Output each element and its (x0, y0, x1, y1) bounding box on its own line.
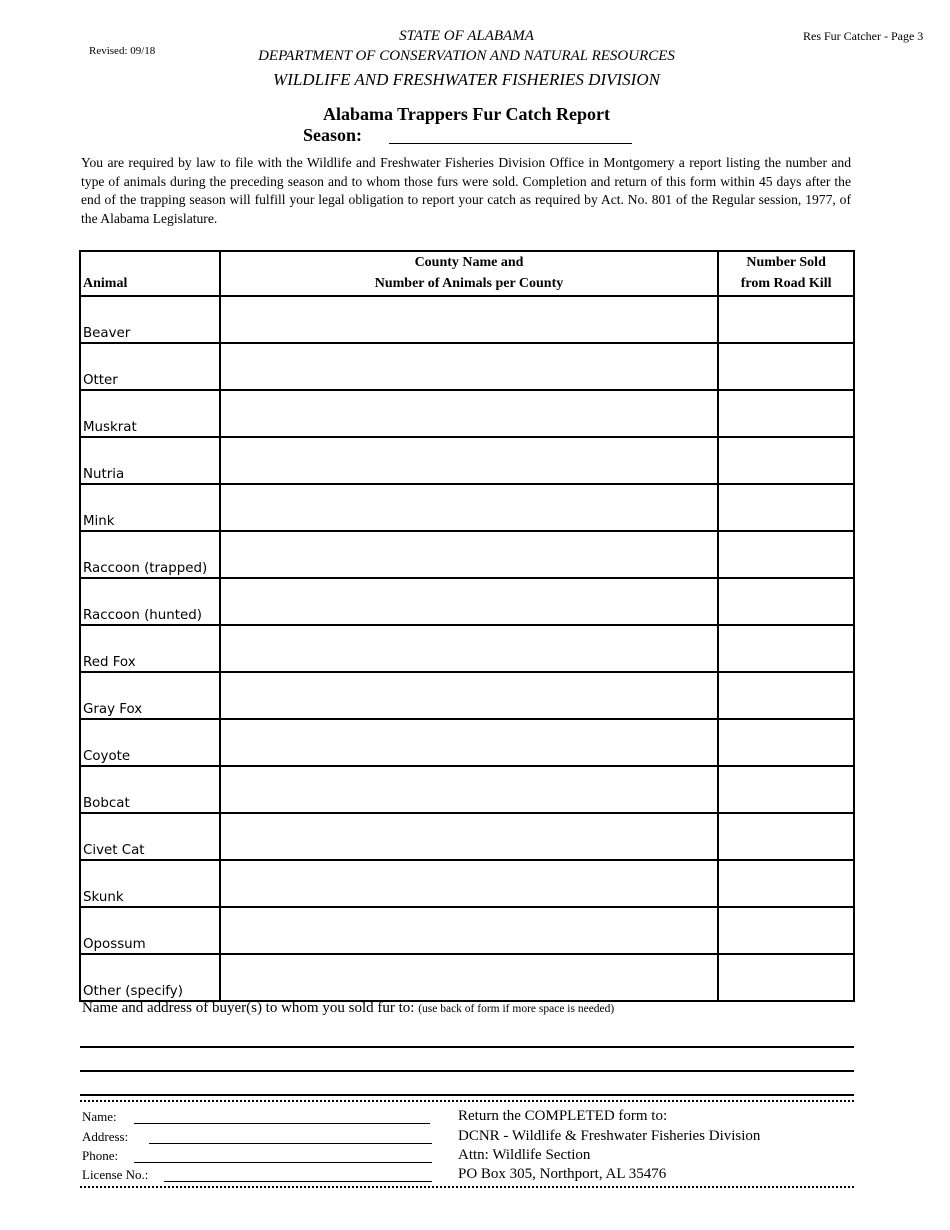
catch-table (79, 250, 855, 1002)
form-title: Alabama Trappers Fur Catch Report (323, 104, 610, 124)
table-row (80, 625, 854, 672)
animal-name: Otter (80, 343, 220, 390)
phone-field[interactable] (134, 1162, 432, 1163)
animal-name: Raccoon (trapped) (80, 531, 220, 578)
animal-name: Red Fox (80, 625, 220, 672)
phone-label: Phone: (82, 1148, 119, 1163)
header-road-line2: from Road Kill (740, 276, 832, 291)
animal-name: Raccoon (hunted) (80, 578, 220, 625)
department-heading: DEPARTMENT OF CONSERVATION AND NATURAL RESOURCES (258, 48, 675, 64)
table-row (80, 672, 854, 719)
dotted-divider-bottom (80, 1186, 854, 1188)
buyer-line-3[interactable] (80, 1094, 854, 1096)
road-kill-cell[interactable] (718, 531, 854, 578)
revision-date: Revised: 09/18 (89, 45, 156, 57)
road-kill-cell[interactable] (718, 766, 854, 813)
season-input-line[interactable] (389, 143, 632, 144)
road-kill-cell[interactable] (718, 625, 854, 672)
instructions-paragraph: You are required by law to file with the Wildlife and Freshwater Fisheries Division Office in Montgomery a report listing the number and type of animals during the preceding season and to whom those furs were sold. Completion and return of this form within 45 days after the end of the trapping season will fulfill your legal obligation to report your catch as required by Act. No. 801 of the Regular session, 1977, of the Alabama Legislature. (81, 155, 851, 226)
table-row (80, 484, 854, 531)
county-count-cell[interactable] (220, 343, 718, 390)
division-heading: WILDLIFE AND FRESHWATER FISHERIES DIVISION (273, 70, 660, 89)
animal-name: Civet Cat (80, 813, 220, 860)
road-kill-cell[interactable] (718, 907, 854, 954)
license-field[interactable] (164, 1181, 432, 1182)
road-kill-cell[interactable] (718, 954, 854, 1001)
return-attn: Attn: Wildlife Section (458, 1147, 591, 1163)
road-kill-cell[interactable] (718, 343, 854, 390)
name-field[interactable] (134, 1123, 430, 1124)
county-count-cell[interactable] (220, 390, 718, 437)
buyer-note: (use back of form if more space is needed) (418, 1003, 615, 1015)
animal-name: Gray Fox (80, 672, 220, 719)
header-road-line1: Number Sold (746, 255, 826, 270)
county-count-cell[interactable] (220, 672, 718, 719)
table-row (80, 766, 854, 813)
county-count-cell[interactable] (220, 766, 718, 813)
road-kill-cell[interactable] (718, 484, 854, 531)
buyer-line-2[interactable] (80, 1070, 854, 1072)
county-count-cell[interactable] (220, 578, 718, 625)
table-row (80, 531, 854, 578)
county-count-cell[interactable] (220, 531, 718, 578)
page-reference: Res Fur Catcher - Page 3 (803, 29, 924, 43)
header-county-line1: County Name and (414, 255, 524, 270)
animal-name: Mink (80, 484, 220, 531)
header-county-line2: Number of Animals per County (374, 276, 564, 291)
table-header-row (80, 251, 854, 296)
animal-name: Nutria (80, 437, 220, 484)
header-road-kill (718, 251, 854, 296)
table-row (80, 907, 854, 954)
table-row (80, 296, 854, 343)
county-count-cell[interactable] (220, 907, 718, 954)
return-org: DCNR - Wildlife & Freshwater Fisheries Division (458, 1128, 761, 1144)
name-label: Name: (82, 1109, 117, 1124)
table-row (80, 390, 854, 437)
county-count-cell[interactable] (220, 813, 718, 860)
state-heading: STATE OF ALABAMA (399, 28, 534, 44)
header-animal-label: Animal (83, 276, 128, 291)
dotted-divider-top (80, 1100, 854, 1102)
address-field[interactable] (149, 1143, 432, 1144)
table-row (80, 437, 854, 484)
header-county (220, 251, 718, 296)
road-kill-cell[interactable] (718, 860, 854, 907)
table-row (80, 719, 854, 766)
buyer-line-1[interactable] (80, 1046, 854, 1048)
table-row (80, 343, 854, 390)
county-count-cell[interactable] (220, 484, 718, 531)
animal-name: Opossum (80, 907, 220, 954)
return-heading: Return the COMPLETED form to: (458, 1108, 668, 1124)
county-count-cell[interactable] (220, 296, 718, 343)
header-animal (80, 251, 220, 296)
animal-name: Other (specify) (80, 954, 220, 1001)
county-count-cell[interactable] (220, 437, 718, 484)
road-kill-cell[interactable] (718, 437, 854, 484)
road-kill-cell[interactable] (718, 672, 854, 719)
address-label: Address: (82, 1129, 129, 1144)
return-address: PO Box 305, Northport, AL 35476 (458, 1166, 667, 1182)
animal-name: Bobcat (80, 766, 220, 813)
license-label: License No.: (82, 1167, 149, 1182)
animal-name: Skunk (80, 860, 220, 907)
table-row (80, 860, 854, 907)
county-count-cell[interactable] (220, 719, 718, 766)
road-kill-cell[interactable] (718, 813, 854, 860)
table-row (80, 954, 854, 1001)
road-kill-cell[interactable] (718, 296, 854, 343)
road-kill-cell[interactable] (718, 719, 854, 766)
buyer-label-text: Name and address of buyer(s) to whom you sold fur to: (82, 1000, 415, 1016)
road-kill-cell[interactable] (718, 390, 854, 437)
county-count-cell[interactable] (220, 954, 718, 1001)
season-label: Season: (303, 125, 363, 145)
animal-name: Muskrat (80, 390, 220, 437)
county-count-cell[interactable] (220, 860, 718, 907)
table-row (80, 578, 854, 625)
buyer-label (82, 1000, 614, 1017)
county-count-cell[interactable] (220, 625, 718, 672)
table-row (80, 813, 854, 860)
animal-name: Beaver (80, 296, 220, 343)
animal-name: Coyote (80, 719, 220, 766)
road-kill-cell[interactable] (718, 578, 854, 625)
